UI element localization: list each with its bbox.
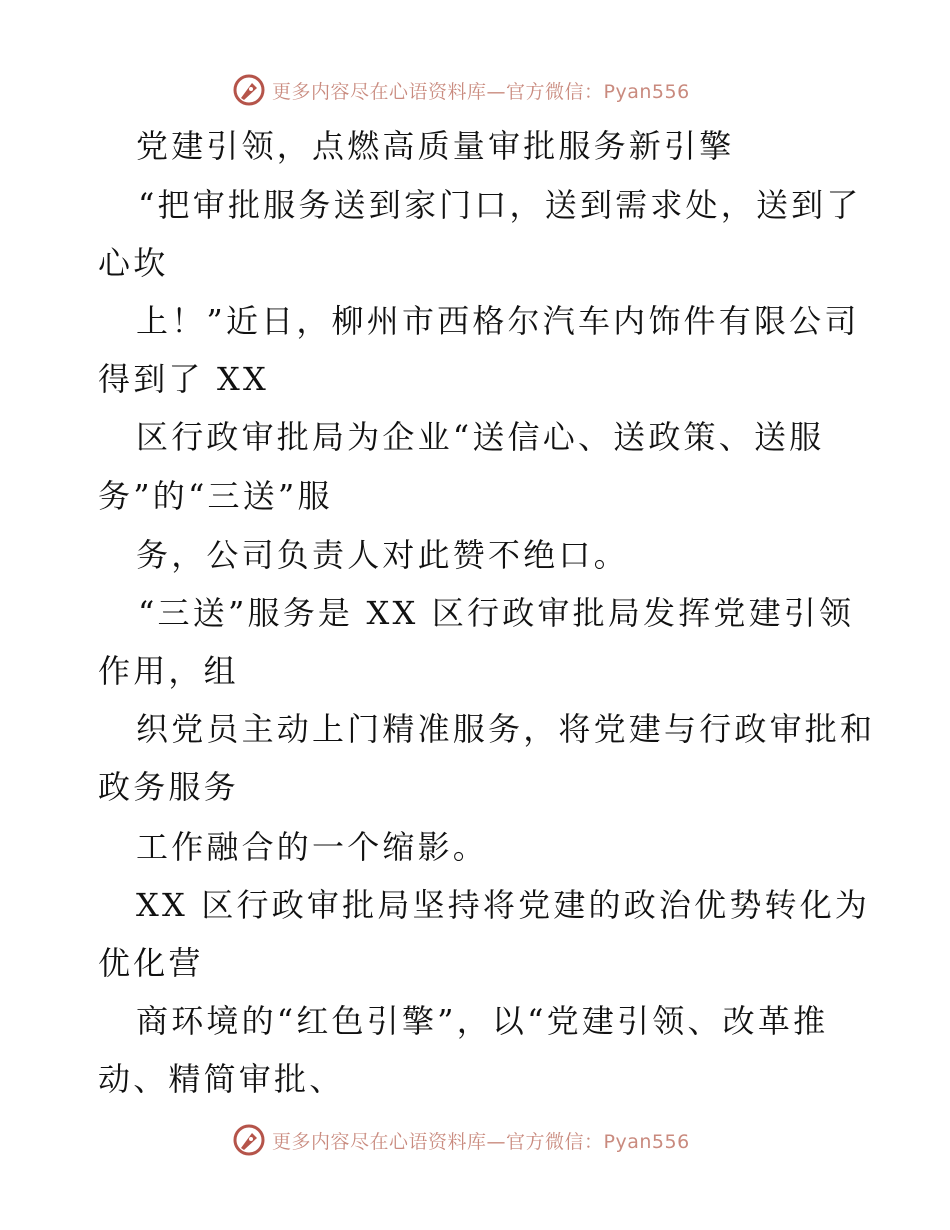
text-line: 动、精简审批、 — [98, 1060, 345, 1098]
text-line: 优化营 — [98, 944, 204, 982]
watermark-text: 更多内容尽在心语资料库—官方微信：Pyan556 — [272, 80, 690, 103]
text-line: 得到了 XX — [98, 360, 269, 398]
footer-watermark — [232, 1122, 690, 1158]
text-line: 政务服务 — [98, 768, 239, 806]
text-line: 心坎 — [98, 244, 169, 282]
text-line: 务，公司负责人对此赞不绝口。 — [136, 536, 629, 574]
text-line: 上！”近日，柳州市西格尔汽车内饰件有限公司 — [136, 302, 860, 340]
watermark-text: 更多内容尽在心语资料库—官方微信：Pyan556 — [272, 1130, 690, 1153]
pen-nib-circle-icon — [232, 1123, 266, 1157]
text-line: 区行政审批局为企业“送信心、送政策、送服 — [136, 418, 825, 456]
text-line: 作用，组 — [98, 652, 239, 690]
document-title: 党建引领，点燃高质量审批服务新引擎 — [136, 127, 735, 165]
text-line: XX 区行政审批局坚持将党建的政治优势转化为 — [136, 886, 871, 924]
text-line: “三送”服务是 XX 区行政审批局发挥党建引领 — [138, 594, 855, 632]
text-line: 务”的“三送”服 — [98, 477, 333, 515]
text-line: 织党员主动上门精准服务，将党建与行政审批和 — [136, 710, 876, 748]
text-line: “把审批服务送到家门口，送到需求处，送到了 — [138, 186, 862, 224]
text-line: 工作融合的一个缩影。 — [136, 828, 489, 866]
text-line: 商环境的“红色引擎”，以“党建引领、改革推 — [136, 1002, 829, 1040]
